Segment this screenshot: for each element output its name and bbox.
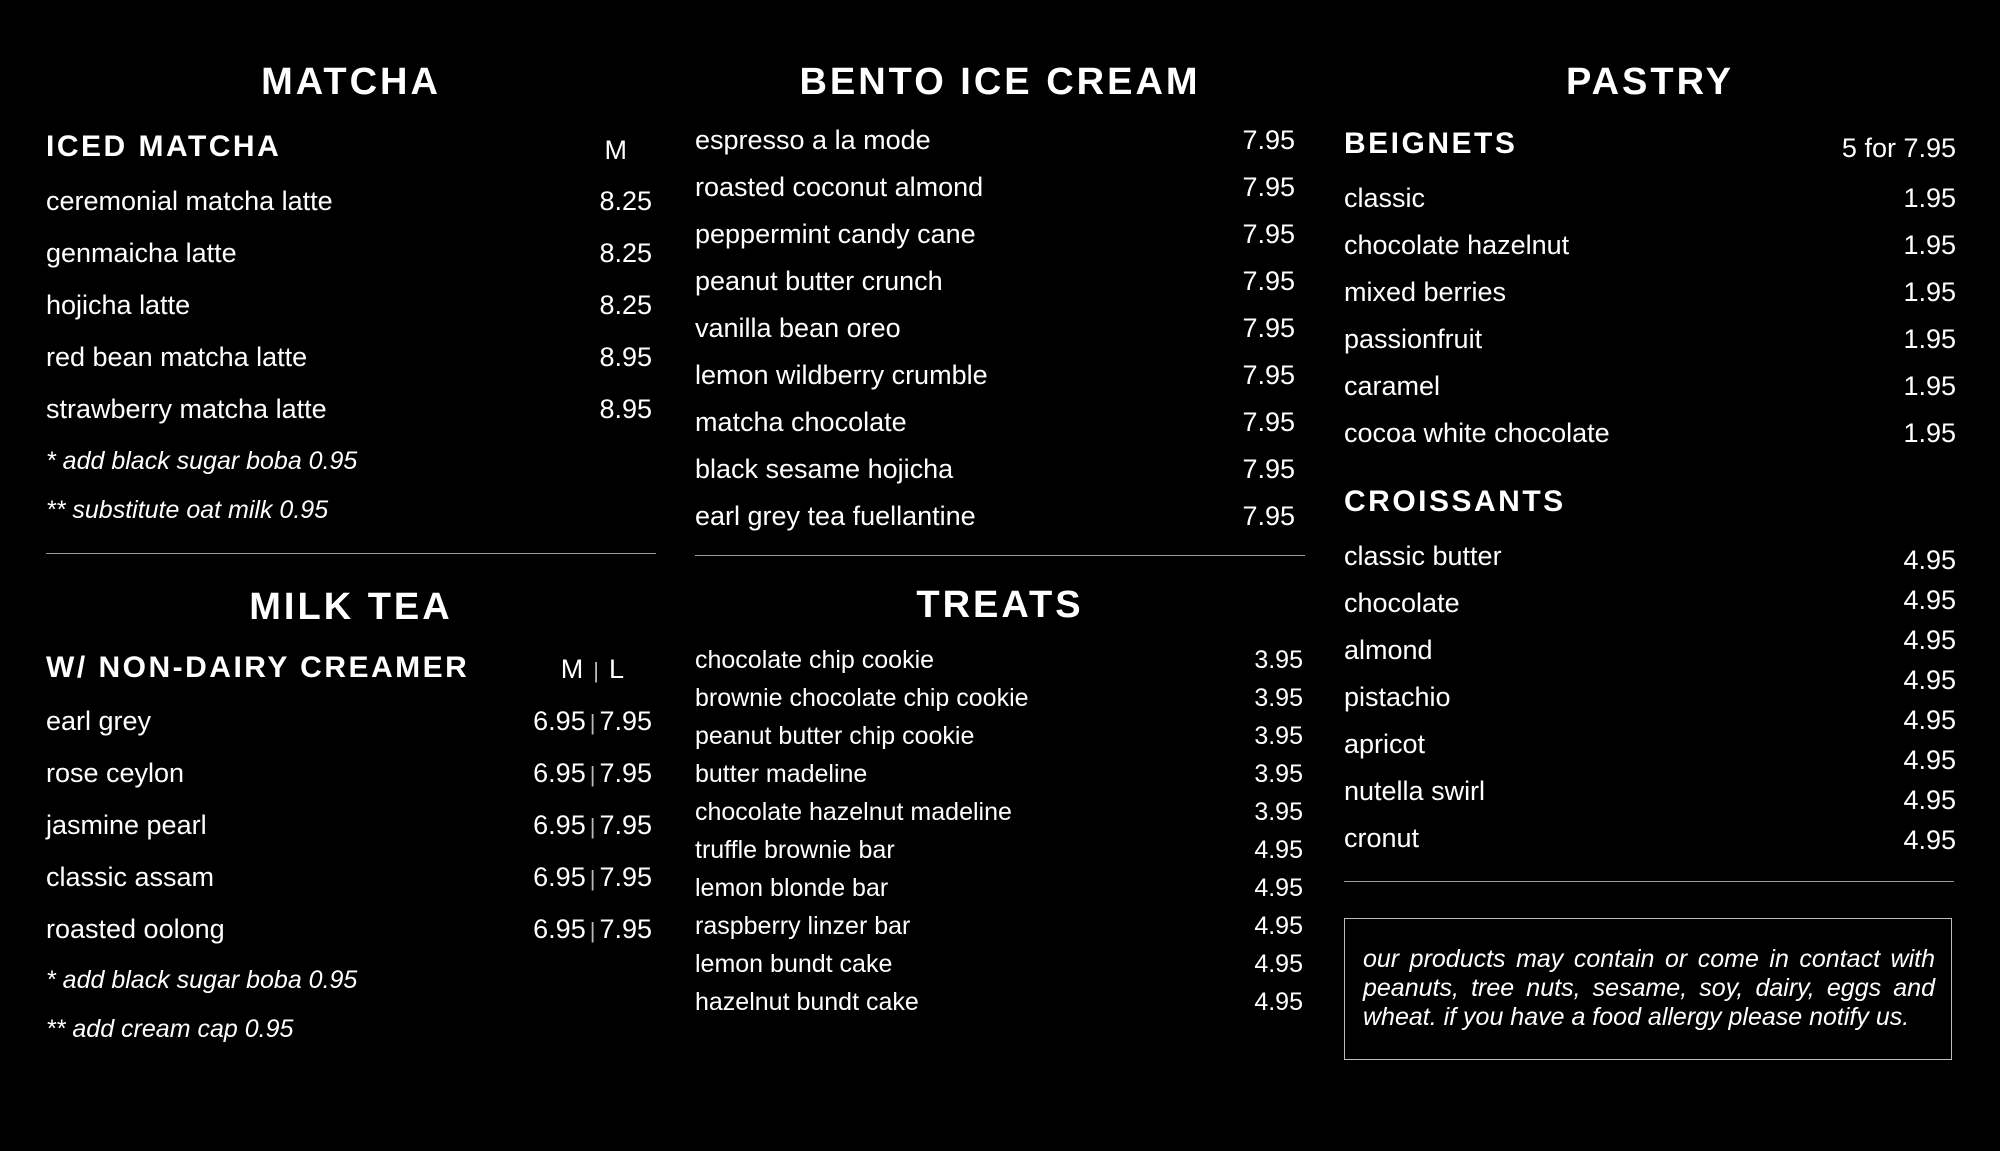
- croissant-price: 4.95: [1903, 745, 1956, 775]
- croissant-name: nutella swirl: [1344, 776, 1486, 806]
- price-m: 6.95: [533, 914, 586, 944]
- price-separator: |: [589, 762, 596, 787]
- item-price: 8.95: [599, 394, 652, 424]
- item-price: 4.95: [1254, 988, 1303, 1016]
- item-price: 4.95: [1254, 836, 1303, 864]
- item-name: jasmine pearl: [46, 810, 207, 840]
- item-name: cocoa white chocolate: [1344, 418, 1610, 448]
- item-name: strawberry matcha latte: [46, 394, 327, 424]
- beignets-heading: BEIGNETS: [1344, 127, 1518, 160]
- item-name: chocolate hazelnut madeline: [695, 798, 1012, 826]
- divider: [46, 553, 656, 554]
- iced-matcha-heading: ICED MATCHA: [46, 130, 282, 163]
- item-name: rose ceylon: [46, 758, 185, 788]
- price-l: 7.95: [599, 914, 652, 944]
- item-name: peanut butter crunch: [695, 266, 943, 296]
- item-price: 4.95: [1254, 950, 1303, 978]
- milk-tea-size-labels: [561, 656, 624, 683]
- allergy-notice: [1344, 918, 1952, 1060]
- size-m-label: M: [560, 654, 584, 684]
- item-name: lemon bundt cake: [695, 950, 893, 978]
- price-separator: |: [589, 710, 596, 735]
- item-price: 7.95: [1242, 407, 1295, 437]
- item-name: earl grey tea fuellantine: [695, 501, 976, 531]
- item-name: vanilla bean oreo: [695, 313, 901, 343]
- item-price: 1.95: [1903, 277, 1956, 307]
- price-m: 6.95: [533, 810, 586, 840]
- item-name: lemon blonde bar: [695, 874, 889, 902]
- item-price: 1.95: [1903, 324, 1956, 354]
- item-price: 7.95: [1242, 172, 1295, 202]
- item-price: 1.95: [1903, 418, 1956, 448]
- item-price: [533, 812, 652, 839]
- croissant-price: 4.95: [1903, 545, 1956, 575]
- croissant-price: 4.95: [1903, 825, 1956, 855]
- divider: [1344, 881, 1954, 882]
- croissant-price: 4.95: [1903, 585, 1956, 615]
- milk-tea-heading: W/ NON-DAIRY CREAMER: [46, 651, 470, 684]
- item-name: matcha chocolate: [695, 407, 907, 437]
- item-price: 7.95: [1242, 266, 1295, 296]
- item-price: 7.95: [1242, 219, 1295, 249]
- price-l: 7.95: [599, 758, 652, 788]
- item-name: black sesame hojicha: [695, 454, 954, 484]
- item-name: chocolate hazelnut: [1344, 230, 1570, 260]
- croissant-price: 4.95: [1903, 665, 1956, 695]
- price-l: 7.95: [599, 810, 652, 840]
- milk-tea-note: * add black sugar boba 0.95: [46, 966, 358, 994]
- item-price: 7.95: [1242, 454, 1295, 484]
- item-price: 8.95: [599, 342, 652, 372]
- croissant-name: classic butter: [1344, 541, 1502, 571]
- pastry-title: PASTRY: [1566, 61, 1734, 103]
- price-m: 6.95: [533, 706, 586, 736]
- item-price: 1.95: [1903, 230, 1956, 260]
- item-price: 3.95: [1254, 798, 1303, 826]
- price-l: 7.95: [599, 706, 652, 736]
- item-name: peanut butter chip cookie: [695, 722, 975, 750]
- croissant-name: cronut: [1344, 823, 1420, 853]
- item-price: [533, 864, 652, 891]
- item-name: ceremonial matcha latte: [46, 186, 333, 216]
- item-price: [533, 708, 652, 735]
- treats-title: TREATS: [916, 584, 1084, 626]
- beignets-deal: 5 for 7.95: [1841, 133, 1956, 163]
- item-price: [533, 760, 652, 787]
- matcha-note: ** substitute oat milk 0.95: [46, 496, 329, 524]
- croissant-name: apricot: [1344, 729, 1426, 759]
- item-name: lemon wildberry crumble: [695, 360, 988, 390]
- size-separator: |: [593, 658, 599, 683]
- item-name: truffle brownie bar: [695, 836, 895, 864]
- item-name: hazelnut bundt cake: [695, 988, 919, 1016]
- price-m: 6.95: [533, 758, 586, 788]
- iced-matcha-size-label: M: [604, 135, 627, 165]
- price-separator: |: [589, 866, 596, 891]
- divider: [695, 555, 1305, 556]
- item-name: red bean matcha latte: [46, 342, 308, 372]
- item-price: 3.95: [1254, 722, 1303, 750]
- item-name: classic: [1344, 183, 1426, 213]
- item-name: passionfruit: [1344, 324, 1483, 354]
- price-separator: |: [589, 814, 596, 839]
- item-name: genmaicha latte: [46, 238, 237, 268]
- price-separator: |: [589, 918, 596, 943]
- croissant-name: pistachio: [1344, 682, 1451, 712]
- croissant-name: almond: [1344, 635, 1433, 665]
- pastry-column: [1344, 0, 1956, 1151]
- item-price: 7.95: [1242, 501, 1295, 531]
- ice-cream-treats-column: [695, 0, 1305, 1151]
- croissant-price: 4.95: [1903, 625, 1956, 655]
- item-name: peppermint candy cane: [695, 219, 976, 249]
- item-price: 4.95: [1254, 912, 1303, 940]
- item-price: 8.25: [599, 186, 652, 216]
- item-name: earl grey: [46, 706, 152, 736]
- item-price: 8.25: [599, 238, 652, 268]
- croissant-name: chocolate: [1344, 588, 1460, 618]
- item-name: roasted oolong: [46, 914, 225, 944]
- item-name: roasted coconut almond: [695, 172, 984, 202]
- item-name: mixed berries: [1344, 277, 1507, 307]
- item-price: 1.95: [1903, 183, 1956, 213]
- item-price: [533, 916, 652, 943]
- item-price: 7.95: [1242, 360, 1295, 390]
- item-price: 7.95: [1242, 313, 1295, 343]
- croissant-price: 4.95: [1903, 705, 1956, 735]
- milk-tea-note: ** add cream cap 0.95: [46, 1015, 294, 1043]
- size-l-label: L: [608, 654, 624, 684]
- matcha-note: * add black sugar boba 0.95: [46, 447, 358, 475]
- item-price: 7.95: [1242, 125, 1295, 155]
- item-name: butter madeline: [695, 760, 868, 788]
- allergy-notice-text: our products may contain or come in contact with peanuts, tree nuts, sesame, soy, dairy, eggs and wheat. if you have a food allergy please notify us.: [1363, 945, 1935, 1031]
- item-price: 8.25: [599, 290, 652, 320]
- item-name: caramel: [1344, 371, 1441, 401]
- item-price: 4.95: [1254, 874, 1303, 902]
- milk-tea-title: MILK TEA: [249, 586, 453, 628]
- croissants-heading: CROISSANTS: [1344, 485, 1566, 518]
- bento-title: BENTO ICE CREAM: [799, 61, 1201, 103]
- item-price: 1.95: [1903, 371, 1956, 401]
- item-name: espresso a la mode: [695, 125, 931, 155]
- item-price: 3.95: [1254, 646, 1303, 674]
- matcha-column: [46, 0, 656, 1151]
- item-name: chocolate chip cookie: [695, 646, 935, 674]
- item-name: hojicha latte: [46, 290, 191, 320]
- croissant-price: 4.95: [1903, 785, 1956, 815]
- price-l: 7.95: [599, 862, 652, 892]
- item-name: brownie chocolate chip cookie: [695, 684, 1029, 712]
- item-price: 3.95: [1254, 684, 1303, 712]
- item-price: 3.95: [1254, 760, 1303, 788]
- price-m: 6.95: [533, 862, 586, 892]
- matcha-title: MATCHA: [261, 61, 441, 103]
- item-name: classic assam: [46, 862, 215, 892]
- item-name: raspberry linzer bar: [695, 912, 911, 940]
